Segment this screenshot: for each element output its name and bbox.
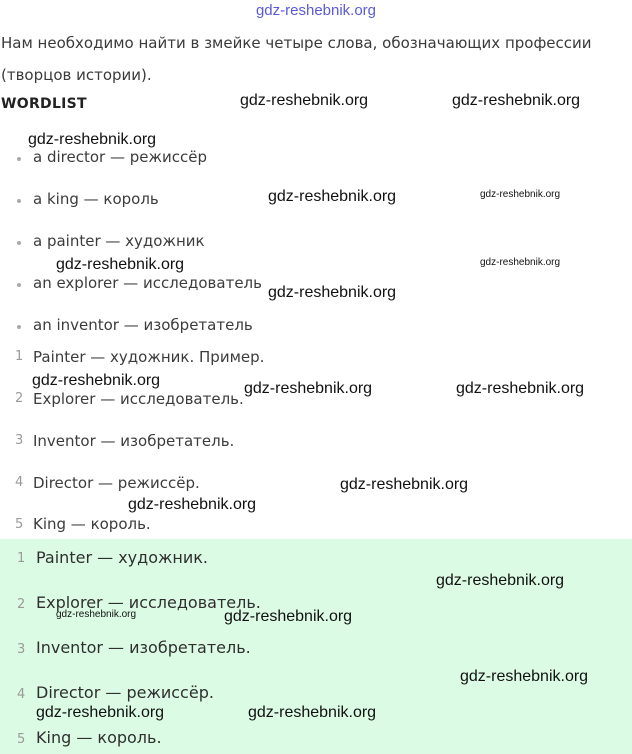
intro-line-1: Нам необходимо найти в змейке четыре слова, обозначающих профессии [1,34,592,52]
exercise-item: Painter — художник. Пример. [33,348,265,366]
answer-item: Explorer — исследователь. [36,593,261,612]
watermark: gdz-reshebnik.org [456,380,585,397]
exercise-item: Explorer — исследователь. [33,390,244,408]
item-number: 5 [15,517,24,532]
wordlist-item: a painter — художник [33,232,205,250]
answer-number: 2 [17,597,26,612]
answer-item: Painter — художник. [36,548,208,567]
exercise-item: Director — режиссёр. [33,474,200,492]
watermark: gdz-reshebnik.org [56,609,137,620]
watermark: gdz-reshebnik.org [452,92,581,109]
bullet-icon [17,241,21,245]
watermark: gdz-reshebnik.org [32,372,161,389]
bullet-icon [17,325,21,329]
watermark: gdz-reshebnik.org [244,380,373,397]
bullet-icon [17,157,21,161]
answer-number: 3 [17,642,26,657]
answer-number: 1 [17,551,26,566]
item-number: 3 [15,433,24,448]
item-number: 1 [15,349,24,364]
watermark: gdz-reshebnik.org [224,608,353,625]
item-number: 2 [15,391,24,406]
wordlist-item: an inventor — изобретатель [33,316,253,334]
answer-number: 4 [17,687,26,702]
wordlist-item: a king — король [33,190,159,208]
answer-item: Inventor — изобретатель. [36,638,251,657]
bullet-icon [17,199,21,203]
watermark: gdz-reshebnik.org [480,189,561,200]
wordlist-item: an explorer — исследователь [33,274,262,292]
wordlist-item: a director — режиссёр [33,148,207,166]
exercise-item: Inventor — изобретатель. [33,432,235,450]
watermark: gdz-reshebnik.org [28,131,157,148]
item-number: 4 [15,475,24,490]
watermark: gdz-reshebnik.org [240,92,369,109]
answer-item: Director — режиссёр. [36,683,214,702]
watermark: gdz-reshebnik.org [248,704,377,721]
wordlist-title: WORDLIST [1,96,87,112]
bullet-icon [17,283,21,287]
watermark: gdz-reshebnik.org [268,284,397,301]
intro-line-2: (творцов истории). [1,66,152,84]
site-header: gdz-reshebnik.org [255,2,377,19]
watermark: gdz-reshebnik.org [56,256,185,273]
watermark: gdz-reshebnik.org [36,704,165,721]
answer-number: 5 [17,732,26,747]
answer-item: King — король. [36,728,162,747]
exercise-item: King — король. [33,515,151,533]
watermark: gdz-reshebnik.org [460,668,589,685]
watermark: gdz-reshebnik.org [480,257,561,268]
watermark: gdz-reshebnik.org [268,188,397,205]
watermark: gdz-reshebnik.org [128,496,257,513]
watermark: gdz-reshebnik.org [340,476,469,493]
watermark: gdz-reshebnik.org [436,572,565,589]
